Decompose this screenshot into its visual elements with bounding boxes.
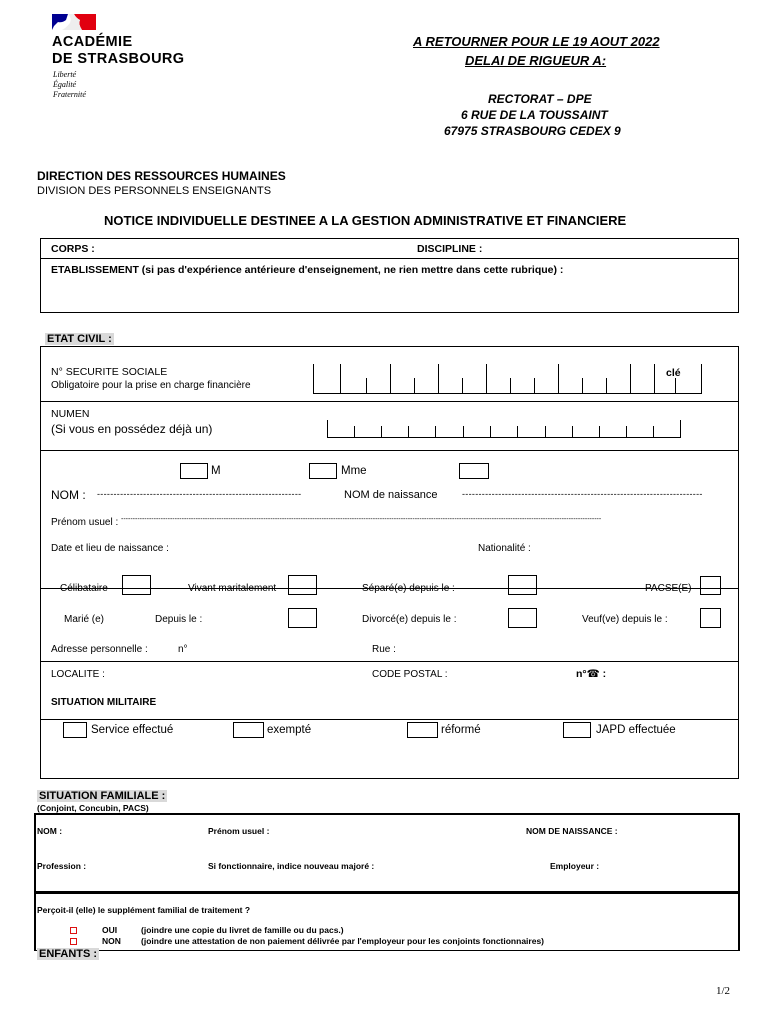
pacse-checkbox[interactable]: [700, 576, 721, 595]
supplement-question: Perçoit-il (elle) le supplément familial de traitement ?: [37, 905, 251, 915]
address-rectorat: RECTORAT – DPE: [488, 92, 592, 106]
civility-other-checkbox[interactable]: [459, 463, 489, 479]
conjoint-box: [34, 813, 740, 893]
etat-civil-heading: ETAT CIVIL :: [47, 333, 112, 345]
divorce-checkbox[interactable]: [508, 608, 537, 628]
nom-naissance-label: NOM de naissance: [344, 489, 438, 501]
m-label: M: [211, 465, 221, 477]
mme-label: Mme: [341, 465, 367, 477]
numen-sub: (Si vous en possédez déjà un): [51, 422, 213, 436]
familiale-heading: SITUATION FAMILIALE :: [39, 790, 166, 802]
logo-academie: ACADÉMIE: [52, 34, 133, 50]
address-street: 6 RUE DE LA TOUSSAINT: [461, 108, 608, 122]
japd-checkbox[interactable]: [563, 722, 591, 738]
non-note: (joindre une attestation de non paiement délivrée par l'employeur pour les conjoints fonctionnaires): [141, 936, 545, 946]
veuf-checkbox[interactable]: [700, 608, 721, 628]
vivant-label: Vivant maritalement: [188, 583, 277, 594]
conjoint-indice-label: Si fonctionnaire, indice nouveau majoré :: [208, 861, 375, 871]
service-checkbox[interactable]: [63, 722, 87, 738]
mme-checkbox[interactable]: [309, 463, 337, 479]
rue-label: Rue :: [372, 644, 396, 655]
return-strict: DELAI DE RIGUEUR A:: [465, 53, 607, 68]
numen-label: NUMEN: [51, 408, 90, 420]
adresse-label: Adresse personnelle :: [51, 644, 148, 655]
numen-field[interactable]: [327, 420, 682, 438]
motto-egalite: Égalité: [53, 80, 77, 89]
divorce-label: Divorcé(e) depuis le :: [362, 614, 457, 625]
page-number: 1/2: [716, 985, 731, 997]
division-title: DIVISION DES PERSONNELS ENSEIGNANTS: [37, 185, 272, 197]
corps-label: CORPS :: [51, 243, 95, 255]
motto-fraternite: Fraternité: [53, 90, 86, 99]
secu-sub: Obligatoire pour la prise en charge financière: [51, 380, 251, 391]
logo-strasbourg: DE STRASBOURG: [52, 51, 185, 67]
celibataire-checkbox[interactable]: [122, 575, 151, 595]
nom-field[interactable]: --------------------------------------------------------------: [97, 489, 302, 499]
cle-label: clé: [666, 367, 681, 379]
discipline-label: DISCIPLINE :: [417, 243, 483, 255]
numero-label: n°: [178, 644, 188, 655]
exempte-label: exempté: [267, 724, 312, 736]
address-city: 67975 STRASBOURG CEDEX 9: [444, 124, 621, 138]
service-label: Service effectué: [91, 724, 174, 736]
etablissement-label: ETABLISSEMENT (si pas d'expérience antérieure d'enseignement, ne rien mettre dans cette rubrique) :: [51, 264, 564, 276]
m-checkbox[interactable]: [180, 463, 208, 479]
secu-number-field[interactable]: [313, 364, 703, 394]
reforme-label: réformé: [441, 724, 481, 736]
motto-liberte: Liberté: [53, 70, 77, 79]
oui-checkbox[interactable]: [70, 927, 77, 934]
exempte-checkbox[interactable]: [233, 722, 264, 738]
marie-label: Marié (e): [64, 614, 105, 625]
japd-label: JAPD effectuée: [596, 724, 676, 736]
localite-label: LOCALITE :: [51, 669, 105, 680]
enfants-heading: ENFANTS :: [39, 948, 98, 960]
return-deadline: A RETOURNER POUR LE 19 AOUT 2022: [413, 34, 660, 49]
pacse-label: PACSE(E): [645, 583, 692, 594]
separe-checkbox[interactable]: [508, 575, 537, 595]
familiale-sub: (Conjoint, Concubin, PACS): [37, 803, 149, 813]
situation-militaire-label: SITUATION MILITAIRE: [51, 697, 157, 708]
non-label: NON: [102, 936, 121, 946]
conjoint-nom-naissance-label: NOM DE NAISSANCE :: [526, 826, 618, 836]
secu-label: N° SECURITE SOCIALE: [51, 366, 168, 378]
conjoint-profession-label: Profession :: [37, 861, 87, 871]
conjoint-prenom-label: Prénom usuel :: [208, 826, 270, 836]
telephone-label: n°☎ :: [576, 668, 607, 680]
notice-title: NOTICE INDIVIDUELLE DESTINEE A LA GESTION ADMINISTRATIVE ET FINANCIERE: [104, 213, 627, 228]
marie-checkbox[interactable]: [288, 608, 317, 628]
date-lieu-label: Date et lieu de naissance :: [51, 543, 169, 554]
oui-label: OUI: [102, 925, 118, 935]
celibataire-label: Célibataire: [60, 583, 108, 594]
separe-label: Séparé(e) depuis le :: [362, 583, 455, 594]
depuis-label: Depuis le :: [155, 614, 203, 625]
reforme-checkbox[interactable]: [407, 722, 438, 738]
nationalite-label: Nationalité :: [478, 543, 531, 554]
prenom-field[interactable]: --------------------------------------------------------------------------------------------------------------------------------------------------------------------------------------------------------------: [121, 516, 602, 523]
veuf-label: Veuf(ve) depuis le :: [582, 614, 668, 625]
prenom-label: Prénom usuel :: [51, 517, 119, 528]
oui-note: (joindre une copie du livret de famille ou du pacs.): [141, 925, 344, 935]
direction-title: DIRECTION DES RESSOURCES HUMAINES: [37, 169, 286, 183]
nom-label: NOM :: [51, 488, 86, 502]
vivant-checkbox[interactable]: [288, 575, 317, 595]
code-postal-label: CODE POSTAL :: [372, 669, 448, 680]
nom-naissance-field[interactable]: -------------------------------------------------------------------------: [462, 489, 703, 499]
republique-francaise-logo: [52, 14, 96, 30]
non-checkbox[interactable]: [70, 938, 77, 945]
etat-civil-box: [40, 346, 739, 779]
conjoint-employeur-label: Employeur :: [550, 861, 600, 871]
conjoint-nom-label: NOM :: [37, 826, 63, 836]
